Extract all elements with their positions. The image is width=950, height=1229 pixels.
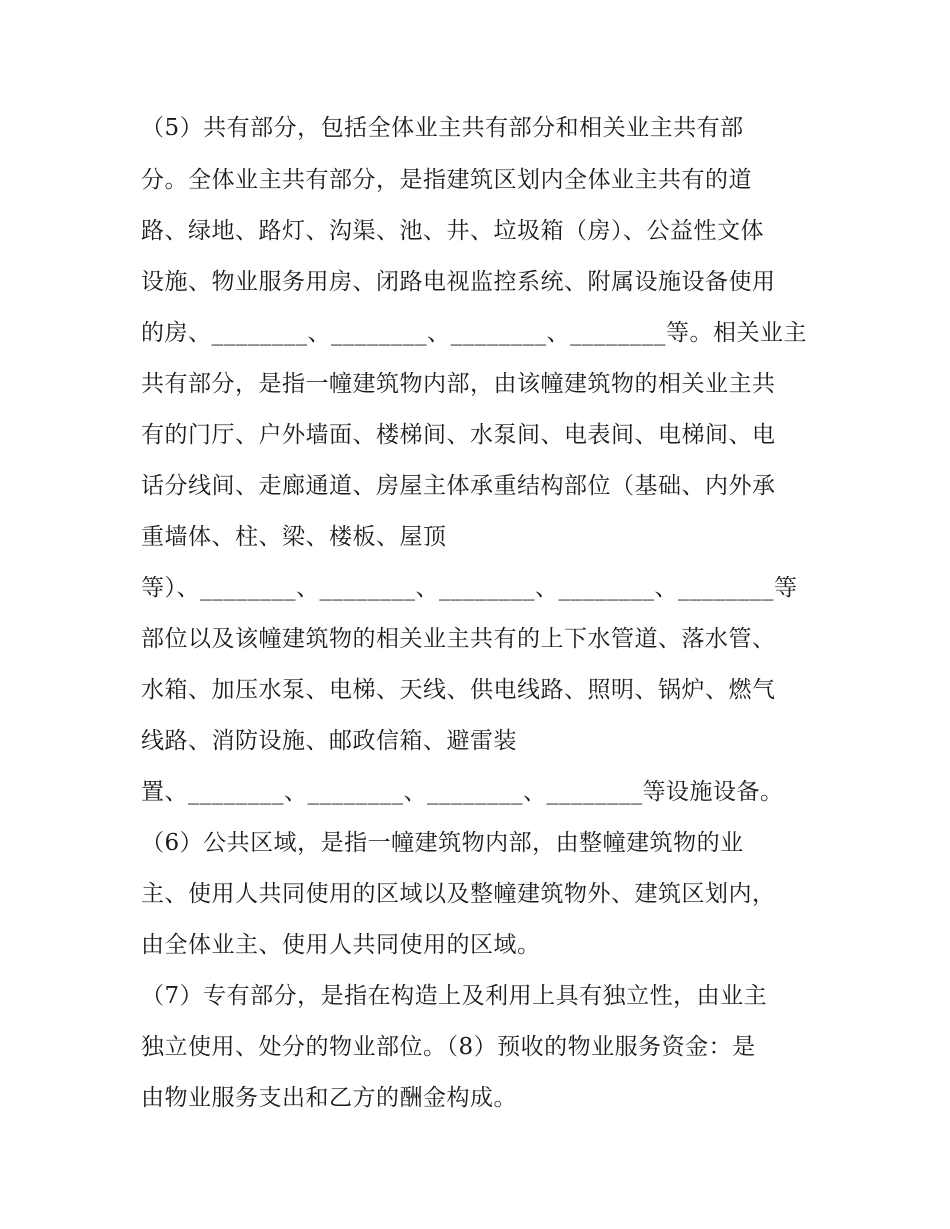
text-line: 分。全体业主共有部分，是指建筑区划内全体业主共有的道 (141, 167, 752, 193)
text-line: 共有部分，是指一幢建筑物内部，由该幢建筑物的相关业主共 (141, 371, 776, 397)
text-line: 部位以及该幢建筑物的相关业主共有的上下水管道、落水管、 (141, 626, 776, 652)
text-line: 独立使用、处分的物业部位。（8）预收的物业服务资金：是 (141, 1034, 756, 1060)
text-line: 线路、消防设施、邮政信箱、避雷装 (141, 728, 517, 754)
text-line: 由全体业主、使用人共同使用的区域。 (141, 932, 541, 958)
text-line: 路、绿地、路灯、沟渠、池、井、垃圾箱（房）、公益性文体 (141, 218, 764, 244)
text-line: 的房、________、________、________、________等。相关业主 (141, 320, 807, 346)
text-line: 设施、物业服务用房、闭路电视监控系统、附属设施设备使用 (141, 269, 776, 295)
text-line: 水箱、加压水泵、电梯、天线、供电线路、照明、锅炉、燃气 (141, 677, 776, 703)
text-line: 重墙体、柱、梁、楼板、屋顶 (141, 524, 447, 550)
text-line: 置、________、________、________、________等设施设备。 (141, 779, 784, 805)
text-line: （5）共有部分，包括全体业主共有部分和相关业主共有部 (141, 115, 744, 141)
text-line: 有的门厅、户外墙面、楼梯间、水泵间、电表间、电梯间、电 (141, 422, 776, 448)
text-line: 话分线间、走廊通道、房屋主体承重结构部位（基础、内外承 (141, 473, 776, 499)
text-line: 等）、________、________、________、________、________等 (141, 575, 798, 601)
text-line: （6）公共区域，是指一幢建筑物内部，由整幢建筑物的业 (141, 830, 744, 856)
text-line: 由物业服务支出和乙方的酬金构成。 (141, 1085, 517, 1111)
text-line: 主、使用人共同使用的区域以及整幢建筑物外、建筑区划内， (141, 881, 776, 907)
text-line: （7）专有部分，是指在构造上及利用上具有独立性，由业主 (141, 983, 768, 1009)
